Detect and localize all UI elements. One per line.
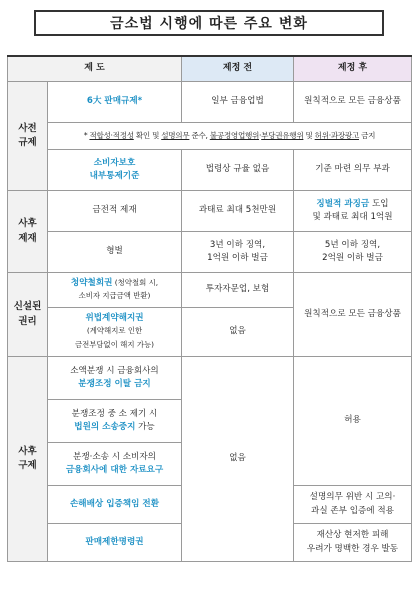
note-text: 적합성·적정성 (89, 131, 134, 141)
note-text: 금지 (358, 131, 376, 141)
internal-control-standard: 소비자보호 내부통제기준 (48, 150, 182, 191)
sanction-after-2: 5년 이하 징역, 2억원 이하 벌금 (294, 232, 412, 273)
note-text: 설명의무 (161, 131, 190, 141)
note-text: 준수, (189, 131, 210, 141)
pre-reg-before-2: 법령상 규율 없음 (182, 150, 294, 191)
rights-after: 원칙적으로 모든 금융상품 (294, 273, 412, 357)
burden-of-proof-shift: 손해배상 입증책임 전환 (48, 486, 182, 524)
relief-row-1 (8, 357, 412, 400)
monetary-sanction: 금전적 제재 (48, 191, 182, 232)
rights-row-1 (8, 273, 412, 308)
criminal-penalty: 형벌 (48, 232, 182, 273)
category-new-rights: 신설된 권리 (8, 273, 48, 357)
sales-regulation: 6大 판매규제* (48, 82, 182, 123)
header-row (8, 56, 412, 82)
note-text: 확인 및 (133, 131, 162, 141)
note-text: · (259, 131, 262, 141)
note-text: * (83, 131, 90, 141)
court-suit-suspension: 분쟁조정 중 소 제기 시 법원의 소송중지 가능 (48, 400, 182, 443)
note-text: 불공정영업행위 (209, 131, 260, 141)
rights-before-2: 없음 (182, 308, 294, 357)
category-post-sanction: 사후 제재 (8, 191, 48, 273)
sanction-row-1 (8, 191, 412, 232)
comparison-table (7, 55, 412, 562)
pre-reg-before-1: 일부 금융업법 (182, 82, 294, 123)
category-pre-regulation: 사전 규제 (8, 82, 48, 191)
pre-reg-row-2 (8, 150, 412, 191)
sanction-before-1: 과태료 최대 5천만원 (182, 191, 294, 232)
withdrawal-right: 청약철회권 (청약철회 시, 소비자 지급금액 반환) (48, 273, 182, 308)
header-system: 제 도 (8, 56, 182, 82)
sanction-before-2: 3년 이하 징역, 1억원 이하 벌금 (182, 232, 294, 273)
relief-after-4: 설명의무 위반 시 고의· 과실 존부 입증에 적용 (294, 486, 412, 524)
page-title: 금소법 시행에 따른 주요 변화 (34, 10, 384, 36)
note-text: 부당권유행위 (261, 131, 304, 141)
relief-before: 없음 (182, 357, 294, 562)
illegal-contract-termination-right: 위법계약해지권 (계약해지로 인한 금전부담없이 해지 가능) (48, 308, 182, 357)
pre-reg-row-1 (8, 82, 412, 123)
pre-reg-after-2: 기준 마련 의무 부과 (294, 150, 412, 191)
sanction-after-1: 징벌적 과징금 도입 및 과태료 최대 1억원 (294, 191, 412, 232)
rights-before-1: 투자자문업, 보험 (182, 273, 294, 308)
data-request-right: 분쟁·소송 시 소비자의 금융회사에 대한 자료요구 (48, 443, 182, 486)
relief-after-5: 재산상 현저한 피해 우려가 명백한 경우 발동 (294, 524, 412, 562)
sales-restriction-order: 판매제한명령권 (48, 524, 182, 562)
sanction-row-2 (8, 232, 412, 273)
header-after: 제정 후 (294, 56, 412, 82)
pre-reg-note-row (8, 123, 412, 150)
category-post-relief: 사후 구제 (8, 357, 48, 562)
note-text: 허위·과장광고 (314, 131, 359, 141)
sales-regulation-note (48, 123, 412, 150)
note-text: 및 (303, 131, 315, 141)
relief-after-allowed: 허용 (294, 357, 412, 486)
header-before: 제정 전 (182, 56, 294, 82)
pre-reg-after-1: 원칙적으로 모든 금융상품 (294, 82, 412, 123)
dispute-mediation-exit-ban: 소액분쟁 시 금융회사의 분쟁조정 이탈 금지 (48, 357, 182, 400)
